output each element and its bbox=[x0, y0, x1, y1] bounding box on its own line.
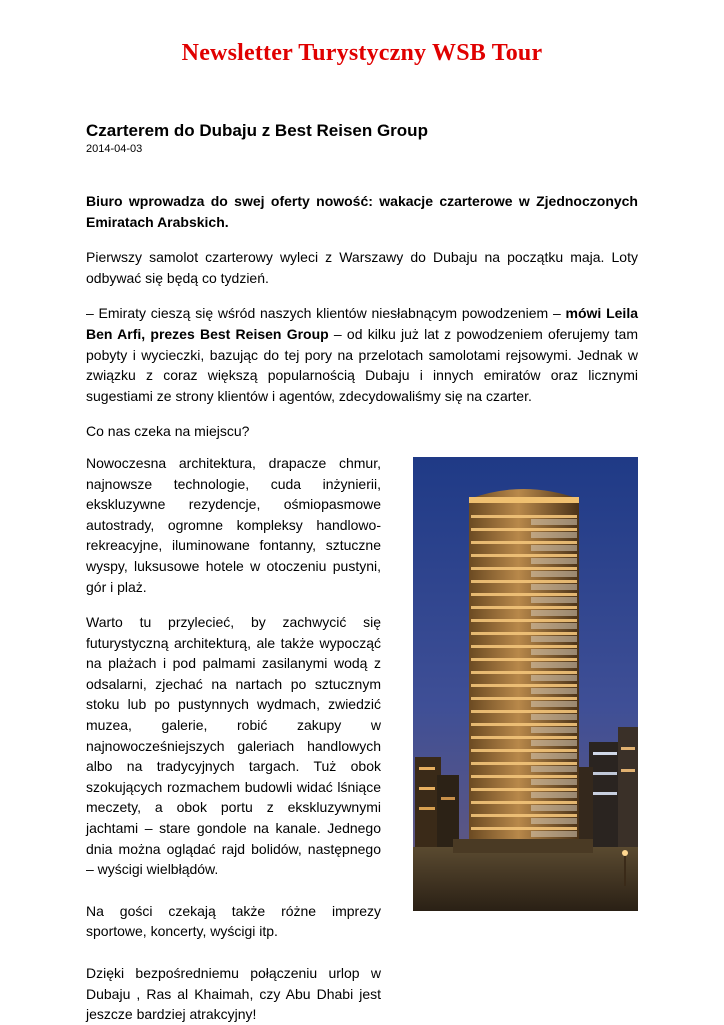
floor-light-band bbox=[471, 827, 577, 830]
floor-light-band bbox=[471, 658, 577, 661]
balcony bbox=[531, 532, 577, 538]
balcony bbox=[531, 727, 577, 733]
balcony bbox=[531, 805, 577, 811]
floor-light-band bbox=[471, 749, 577, 752]
window-light bbox=[621, 769, 635, 772]
quote-speaker: mówi Leila Ben Arfi, prezes Best Reisen Group bbox=[86, 305, 638, 342]
floor-light-band bbox=[471, 632, 577, 635]
balcony bbox=[531, 675, 577, 681]
balcony bbox=[531, 701, 577, 707]
article-question: Co nas czeka na miejscu? bbox=[86, 423, 250, 440]
floor-light-band bbox=[471, 567, 577, 570]
floor-light-band bbox=[471, 554, 577, 557]
balcony bbox=[531, 584, 577, 590]
window-light bbox=[593, 792, 617, 795]
floor-light-band bbox=[471, 723, 577, 726]
window-light bbox=[419, 767, 435, 770]
floor-light-band bbox=[471, 606, 577, 609]
article-paragraph: Pierwszy samolot czarterowy wyleci z Warszawy do Dubaju na początku maja. Loty odbywać się będą co tydzień. bbox=[86, 249, 638, 286]
building bbox=[437, 775, 459, 847]
floor-light-band bbox=[471, 541, 577, 544]
ground bbox=[413, 847, 638, 911]
podium bbox=[453, 839, 593, 853]
quote-before: – Emiraty cieszą się wśród naszych klientów niesłabnącym powodzeniem – bbox=[86, 305, 566, 322]
lamp-post bbox=[624, 856, 626, 886]
floor-light-band bbox=[471, 762, 577, 765]
balcony bbox=[531, 818, 577, 824]
balcony bbox=[531, 545, 577, 551]
balcony bbox=[531, 571, 577, 577]
column-paragraph: Nowoczesna architektura, drapacze chmur, najnowsze technologie, cuda inżynierii, ekskluzywne rezydencje, ośmiopasmowe autostrady, ogromne kompleksy handlowo-rekreacyjne, iluminowane fontanny, sztuczne wyspy, luksusowe hotele w otoczeniu pustyni, gór i plaż. bbox=[86, 454, 381, 595]
balcony bbox=[531, 740, 577, 746]
balcony bbox=[531, 662, 577, 668]
window-light bbox=[593, 772, 617, 775]
floor-light-band bbox=[471, 619, 577, 622]
floor-light-band bbox=[471, 775, 577, 778]
column-paragraph: Na gości czekają także różne imprezy sportowe, koncerty, wyścigi itp. bbox=[86, 902, 381, 940]
balcony bbox=[531, 649, 577, 655]
balcony bbox=[531, 623, 577, 629]
floor-light-band bbox=[471, 580, 577, 583]
balcony bbox=[531, 792, 577, 798]
article-quote bbox=[86, 303, 638, 406]
floor-light-band bbox=[471, 593, 577, 596]
article-lead: Biuro wprowadza do swej oferty nowość: wakacje czarterowe w Zjednoczonych Emiratach Arabskich. bbox=[86, 193, 638, 230]
article-date: 2014-04-03 bbox=[86, 143, 143, 155]
balcony bbox=[531, 688, 577, 694]
balcony bbox=[531, 597, 577, 603]
text-column bbox=[86, 453, 381, 1025]
floor-light-band bbox=[471, 814, 577, 817]
two-column-section bbox=[86, 453, 638, 1025]
building bbox=[589, 742, 621, 852]
balcony bbox=[531, 779, 577, 785]
floor-light-band bbox=[471, 645, 577, 648]
building bbox=[618, 727, 638, 852]
floor-light-band bbox=[471, 801, 577, 804]
article bbox=[86, 120, 638, 1025]
balcony bbox=[531, 610, 577, 616]
floor-light-band bbox=[471, 515, 577, 518]
window-light bbox=[441, 797, 455, 800]
balcony bbox=[531, 766, 577, 772]
dubai-tower-photo bbox=[413, 457, 638, 911]
floor-light-band bbox=[471, 528, 577, 531]
article-title: Czarterem do Dubaju z Best Reisen Group bbox=[86, 121, 428, 140]
window-light bbox=[419, 807, 435, 810]
floor-light-band bbox=[471, 684, 577, 687]
quote-after: – od kilku już lat z powodzeniem oferujemy tam pobyty i wycieczki, bazując do tej pory na przelotach samolotami rejsowymi. Jednak w związku z coraz większą popularnością Dubaju i innych emiratów oraz licznymi sugestiami ze strony klientów i agentów, zdecydowaliśmy się na czarter. bbox=[86, 325, 638, 404]
balcony bbox=[531, 831, 577, 837]
column-paragraph: Dzięki bezpośredniemu połączeniu urlop w Dubaju , Ras al Khaimah, czy Abu Dhabi jest jeszcze bardziej atrakcyjny! bbox=[86, 965, 381, 1023]
floor-light-band bbox=[471, 697, 577, 700]
tower-illustration bbox=[413, 457, 638, 911]
balcony bbox=[531, 714, 577, 720]
balcony bbox=[531, 558, 577, 564]
street-lamp bbox=[622, 850, 628, 856]
floor-light-band bbox=[471, 710, 577, 713]
floor-light-band bbox=[471, 671, 577, 674]
window-light bbox=[419, 787, 435, 790]
tower-crown-light bbox=[469, 497, 579, 503]
balcony bbox=[531, 519, 577, 525]
balcony bbox=[531, 636, 577, 642]
window-light bbox=[621, 747, 635, 750]
window-light bbox=[593, 752, 617, 755]
column-paragraph: Warto tu przylecieć, by zachwycić się futurystyczną architekturą, ale także wypocząć na plażach i pod palmami zasilanymi wodą z odsalarni, zjechać na nartach po sztucznym stoku lub po pustynnych wydmach, zwiedzić muzea, galerie, robić zakupy w najnowocześniejszych galeriach handlowych albo na tradycyjnych targach. Tuż obok szokujących rozmachem budowli widać lśniące meczety, a obok portu z ekskluzywnymi jachtami – stare gondole na kanale. Jednego dnia można oglądać rajd bolidów, następnego – wyścigi wielbłądów. bbox=[86, 614, 381, 878]
balcony bbox=[531, 753, 577, 759]
floor-light-band bbox=[471, 736, 577, 739]
floor-light-band bbox=[471, 788, 577, 791]
newsletter-title: Newsletter Turystyczny WSB Tour bbox=[181, 40, 543, 66]
